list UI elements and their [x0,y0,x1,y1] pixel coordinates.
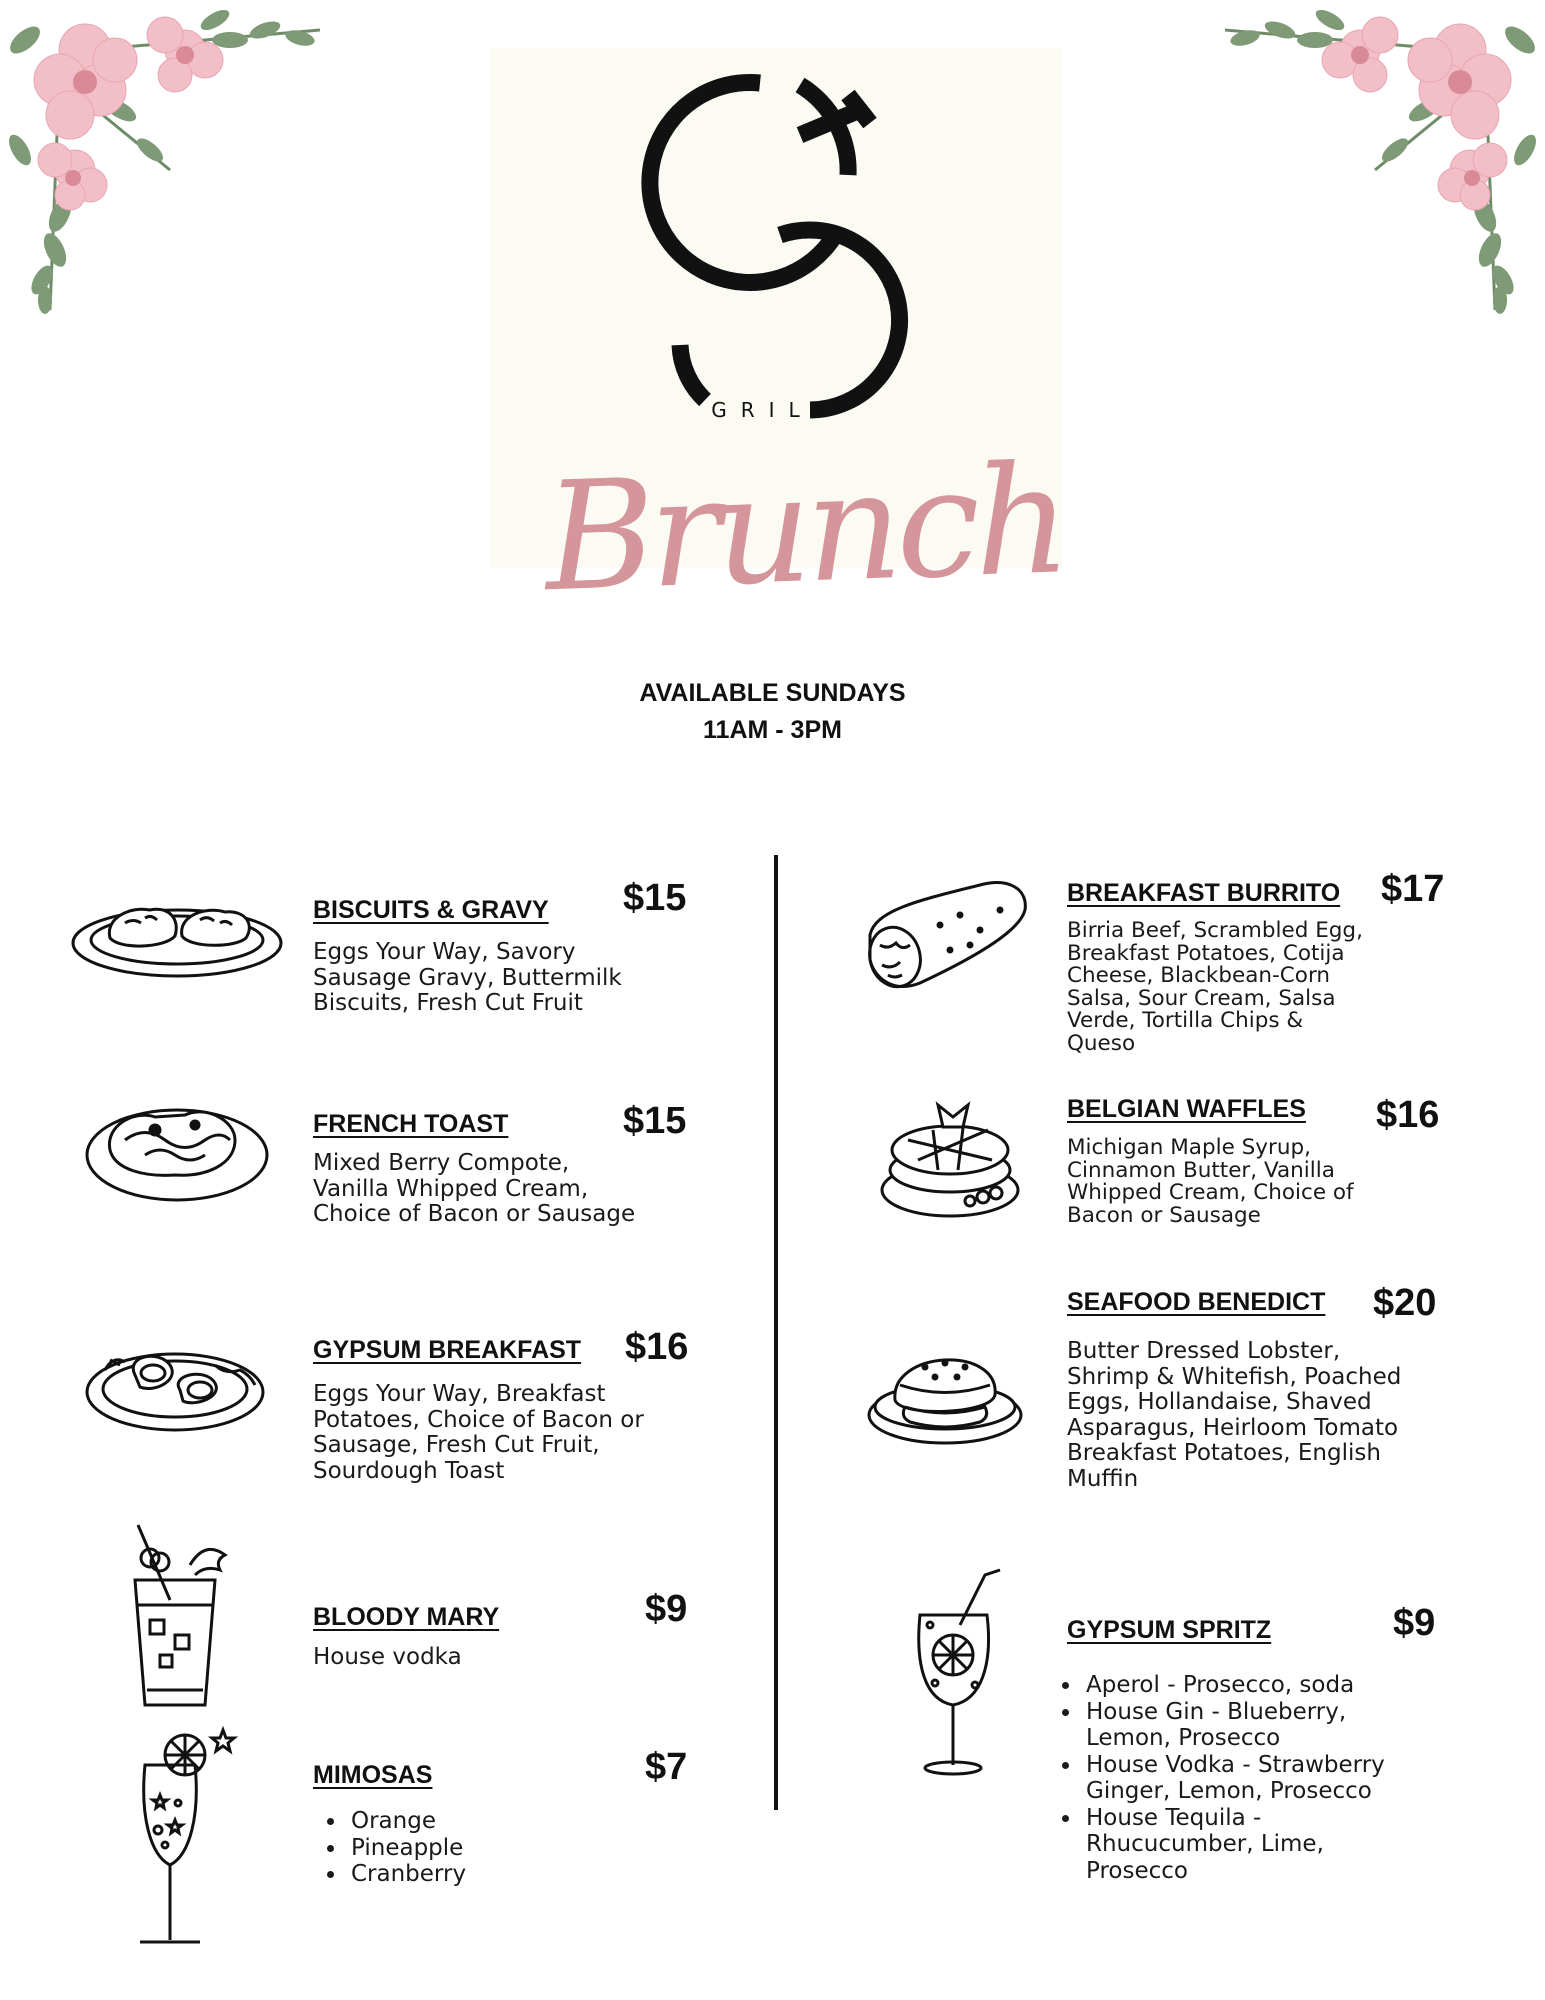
option-item: • Orange [347,1808,466,1835]
item-description: Mixed Berry Compote, Vanilla Whipped Cream, Choice of Bacon or Sausage [313,1150,636,1227]
item-title: GYPSUM BREAKFAST [313,1336,582,1364]
item-description: Eggs Your Way, Breakfast Potatoes, Choice of Bacon or Sausage, Fresh Cut Fruit, Sourdough Toast [313,1381,644,1484]
item-price: $9 [1393,1602,1436,1644]
item-price: $16 [1376,1094,1440,1136]
option-item: • House Gin - Blueberry, Lemon, Prosecco [1082,1699,1397,1752]
option-item: • House Tequila - Rhucucumber, Lime, Prosecco [1082,1805,1397,1885]
item-title: BREAKFAST BURRITO [1067,879,1341,907]
biscuits-plate-icon [70,898,285,998]
item-description: Birria Beef, Scrambled Egg, Breakfast Potatoes, Cotija Cheese, Blackbean-Corn Salsa, Sour Cream, Salsa Verde, Tortilla Chips & Queso [1067,918,1363,1056]
option-list [1050,1672,1397,1884]
item-price: $7 [645,1746,688,1788]
benedict-icon [865,1335,1025,1450]
spritz-glass-icon [915,1565,1010,1780]
item-description: Michigan Maple Syrup, Cinnamon Butter, Vanilla Whipped Cream, Choice of Bacon or Sausage [1067,1135,1354,1228]
item-price: $16 [625,1326,689,1368]
option-item: • House Vodka - Strawberry Ginger, Lemon, Prosecco [1082,1752,1397,1805]
item-title: FRENCH TOAST [313,1110,509,1138]
bloody-mary-glass-icon [120,1520,235,1715]
grill-logo [660,65,890,435]
option-item: • Aperol - Prosecco, soda [1082,1672,1397,1699]
floral-corner-top-right [1215,0,1545,330]
burrito-icon [860,875,1030,1000]
item-price: $15 [623,1100,687,1142]
brunch-heading: Brunch [542,433,1068,626]
eggs-plate-icon [85,1335,265,1435]
item-description: Butter Dressed Lobster, Shrimp & Whitefish, Poached Eggs, Hollandaise, Shaved Asparagus, Heirloom Tomato Breakfast Potatoes, English Muffin [1067,1338,1402,1492]
item-description: Eggs Your Way, Savory Sausage Gravy, Buttermilk Biscuits, Fresh Cut Fruit [313,939,622,1016]
item-title: GYPSUM SPRITZ [1067,1616,1272,1644]
item-price: $17 [1381,868,1445,910]
option-list [315,1808,466,1888]
item-title: SEAFOOD BENEDICT [1067,1288,1326,1316]
option-item: • Pineapple [347,1835,466,1862]
item-title: BISCUITS & GRAVY [313,896,549,924]
item-title: BLOODY MARY [313,1603,500,1631]
item-price: $9 [645,1588,688,1630]
item-title: MIMOSAS [313,1761,433,1789]
french-toast-icon [85,1095,270,1205]
item-price: $15 [623,877,687,919]
item-price: $20 [1373,1282,1437,1324]
column-divider [774,855,778,1810]
champagne-flute-icon [130,1725,240,1950]
logo-text: GRILL [711,398,839,422]
floral-corner-top-left [0,0,330,330]
availability-hours: 11AM - 3PM [703,716,842,744]
option-item: • Cranberry [347,1861,466,1888]
item-description: House vodka [313,1644,462,1670]
item-title: BELGIAN WAFFLES [1067,1095,1306,1123]
waffles-icon [878,1095,1023,1225]
availability-days: AVAILABLE SUNDAYS [639,679,906,707]
